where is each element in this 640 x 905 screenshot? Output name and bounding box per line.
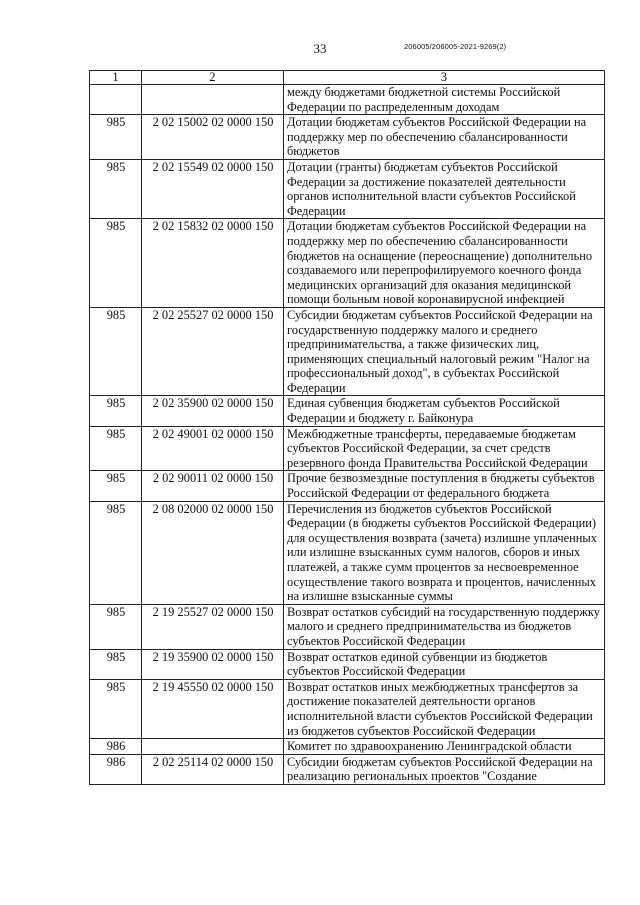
admin-code-cell: 985 — [90, 679, 142, 738]
admin-code-cell — [90, 85, 142, 115]
admin-code-cell: 985 — [90, 604, 142, 649]
budget-code-cell — [142, 739, 284, 755]
admin-code-cell: 985 — [90, 501, 142, 604]
admin-code-cell: 985 — [90, 219, 142, 308]
revenue-name-cell: Субсидии бюджетам субъектов Российской Федерации на государственную поддержку малого и среднего предпринимательства, а также физических лиц, применяющих специальный налоговый режим "Налог на профессиональный доход", в субъектах Российской Федерации — [284, 307, 605, 396]
budget-code-cell: 2 02 15002 02 0000 150 — [142, 115, 284, 160]
admin-code-cell: 985 — [90, 307, 142, 396]
budget-code-cell: 2 02 35900 02 0000 150 — [142, 396, 284, 426]
table-row — [90, 115, 605, 160]
page-number: 33 — [313, 41, 327, 56]
table-row — [90, 396, 605, 426]
column-header: 3 — [284, 71, 605, 85]
column-header: 2 — [142, 71, 284, 85]
admin-code-cell: 986 — [90, 739, 142, 755]
budget-code-cell: 2 19 35900 02 0000 150 — [142, 649, 284, 679]
table-row — [90, 426, 605, 471]
revenue-name-cell: Перечисления из бюджетов субъектов Российской Федерации (в бюджеты субъектов Российской Федерации) для осуществления возврата (зачета) излишне уплаченных или излишне взысканных сумм налогов, сборов и иных платежей, а также сумм процентов за несвоевременное осуществление такого возврата и процентов, начисленных на излишне взысканные суммы — [284, 501, 605, 604]
table-row — [90, 754, 605, 784]
budget-code-cell: 2 02 25114 02 0000 150 — [142, 754, 284, 784]
budget-code-cell: 2 02 15832 02 0000 150 — [142, 219, 284, 308]
table-row — [90, 649, 605, 679]
revenue-name-cell: Дотации (гранты) бюджетам субъектов Российской Федерации за достижение показателей деятельности органов исполнительной власти субъектов Российской Федерации — [284, 159, 605, 218]
revenue-name-cell: Субсидии бюджетам субъектов Российской Федерации на реализацию региональных проектов "Создание — [284, 754, 605, 784]
budget-code-cell: 2 19 25527 02 0000 150 — [142, 604, 284, 649]
column-header: 1 — [90, 71, 142, 85]
budget-classification-table — [89, 70, 605, 785]
budget-code-cell — [142, 85, 284, 115]
table-row — [90, 604, 605, 649]
revenue-name-cell: Дотации бюджетам субъектов Российской Федерации на поддержку мер по обеспечению сбалансированности бюджетов — [284, 115, 605, 160]
revenue-name-cell: Комитет по здравоохранению Ленинградской области — [284, 739, 605, 755]
admin-code-cell: 985 — [90, 471, 142, 501]
table-row — [90, 739, 605, 755]
budget-code-cell: 2 02 49001 02 0000 150 — [142, 426, 284, 471]
table-row — [90, 159, 605, 218]
budget-code-cell: 2 19 45550 02 0000 150 — [142, 679, 284, 738]
table-row — [90, 85, 605, 115]
revenue-name-cell: Единая субвенция бюджетам субъектов Российской Федерации и бюджету г. Байконура — [284, 396, 605, 426]
revenue-name-cell: Возврат остатков иных межбюджетных трансфертов за достижение показателей деятельности органов исполнительной власти субъектов Российской Федерации из бюджетов субъектов Российской Федерации — [284, 679, 605, 738]
revenue-name-cell: Дотации бюджетам субъектов Российской Федерации на поддержку мер по обеспечению сбалансированности бюджетов на оснащение (переоснащение) дополнительно создаваемого или перепрофилируемого коечного фонда медицинских организаций для оказания медицинской помощи больным новой коронавирусной инфекцией — [284, 219, 605, 308]
admin-code-cell: 985 — [90, 396, 142, 426]
table-row — [90, 501, 605, 604]
table-header-row — [90, 71, 605, 85]
budget-code-cell: 2 02 15549 02 0000 150 — [142, 159, 284, 218]
revenue-name-cell: Возврат остатков субсидий на государственную поддержку малого и среднего предпринимательства из бюджетов субъектов Российской Федерации — [284, 604, 605, 649]
document-code: 206005/206005-2021-9269(2) — [404, 42, 507, 51]
table-row — [90, 679, 605, 738]
revenue-name-cell: Межбюджетные трансферты, передаваемые бюджетам субъектов Российской Федерации, за счет средств резервного фонда Правительства Российской Федерации — [284, 426, 605, 471]
budget-code-cell: 2 02 90011 02 0000 150 — [142, 471, 284, 501]
budget-code-cell: 2 08 02000 02 0000 150 — [142, 501, 284, 604]
revenue-name-cell: Возврат остатков единой субвенции из бюджетов субъектов Российской Федерации — [284, 649, 605, 679]
revenue-name-cell: Прочие безвозмездные поступления в бюджеты субъектов Российской Федерации от федерального бюджета — [284, 471, 605, 501]
admin-code-cell: 985 — [90, 159, 142, 218]
budget-code-cell: 2 02 25527 02 0000 150 — [142, 307, 284, 396]
table-row — [90, 307, 605, 396]
table-row — [90, 471, 605, 501]
admin-code-cell: 985 — [90, 649, 142, 679]
admin-code-cell: 985 — [90, 426, 142, 471]
table-row — [90, 219, 605, 308]
revenue-name-cell: между бюджетами бюджетной системы Российской Федерации по распределенным доходам — [284, 85, 605, 115]
admin-code-cell: 985 — [90, 115, 142, 160]
admin-code-cell: 986 — [90, 754, 142, 784]
